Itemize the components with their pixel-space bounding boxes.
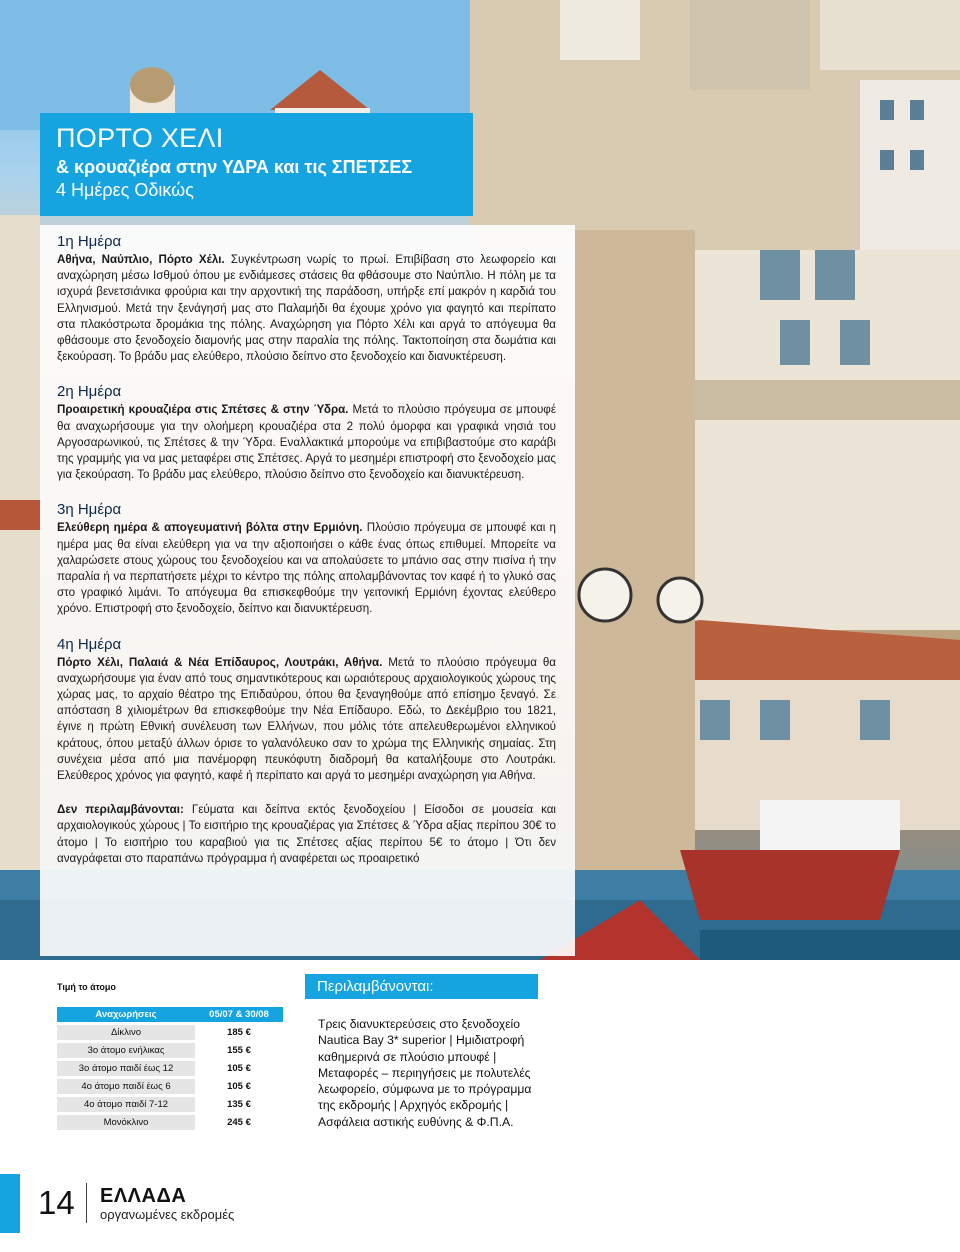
footer-tagline: οργανωμένες εκδρομές xyxy=(100,1207,235,1222)
table-row xyxy=(57,1079,283,1094)
room-type: 4ο άτομο παιδί 7-12 xyxy=(57,1097,195,1112)
price-value: 245 € xyxy=(195,1115,283,1130)
exclusions xyxy=(57,802,556,867)
day-description xyxy=(57,402,556,483)
table-row xyxy=(57,1043,283,1058)
trip-duration: 4 Ημέρες Οδικώς xyxy=(56,180,194,200)
day-title: 2η Ημέρα xyxy=(57,383,122,401)
day-description xyxy=(57,520,556,617)
day-1 xyxy=(57,233,556,365)
day-title: 3η Ημέρα xyxy=(57,501,122,519)
room-type: 3ο άτομο ενήλικας xyxy=(57,1043,195,1058)
day-body: Μετά το πλούσιο πρόγευμα θα αναχωρήσουμε για έναν από τους σημαντικότερους και ωραιότερους αρχαιολογικούς χώρους της χώρας μας, το αρχαίο θέατρο της Επιδαύρου, όπου θα ξεναγηθούμε από επίσημο ξεναγό. Σε απόσταση 8 χιλιομέτρων θα επισκεφθούμε την Νέα Επίδαυρο. Εδώ, το Δεκέμβριο του 1821, έγινε η πρώτη Εθνική συνέλευση των Ελλήνων, που μόλις τότε απελευθερωμένοι ελληνικού κράτους, όπου μεταξύ άλλων όρισε το γαλανόλευκο σαν το χρώμα της Ελληνικής σημαίας. Στη συνέχεια μέσα από μια πανέμορφη πευκόφυτη διαδρομή θα καταλήξουμε στο Λουτράκι. Ελεύθερος χρόνος για φαγητό, καφέ ή περίπατο και αργά το μεσημέρι αναχώρηση για Αθήνα. xyxy=(57,655,556,783)
room-type: 4ο άτομο παιδί έως 6 xyxy=(57,1079,195,1094)
price-caption: Τιμή το άτομο xyxy=(57,982,116,992)
price-value: 155 € xyxy=(195,1043,283,1058)
table-row xyxy=(57,1097,283,1112)
day-3 xyxy=(57,501,556,617)
price-value: 135 € xyxy=(195,1097,283,1112)
table-row xyxy=(57,1115,283,1130)
day-description xyxy=(57,655,556,785)
price-table-header xyxy=(57,1007,283,1022)
day-title: 1η Ημέρα xyxy=(57,233,122,250)
day-2 xyxy=(57,383,556,483)
exclusions-body: Γεύματα και δείπνα εκτός ξενοδοχείου | Είσοδοι σε μουσεία και αρχαιολογικούς χώρους | Το εισιτήριο της κρουαζιέρας για Σπέτσες & Ύδρα αξίας περίπου 30€ το άτομο | Το εισιτήριο του καραβιού για τις Σπέτσες αξίας περίπου 5€ το άτομο | Ότι δεν αναγράφεται στο παραπάνω πρόγραμμα ή αναφέρεται ως προαιρετικό xyxy=(57,803,556,865)
itinerary-panel xyxy=(40,225,575,956)
price-value: 105 € xyxy=(195,1061,283,1076)
day-highlight: Πόρτο Χέλι, Παλαιά & Νέα Επίδαυρος, Λουτράκι, Αθήνα. xyxy=(57,655,383,669)
footer-divider xyxy=(86,1183,87,1223)
room-type: Μονόκλινο xyxy=(57,1115,195,1130)
day-title: 4η Ημέρα xyxy=(57,635,122,653)
room-type: Δίκλινο xyxy=(57,1025,195,1040)
day-4 xyxy=(57,636,556,785)
trip-title: ΠΟΡΤΟ ΧΕΛΙ xyxy=(56,123,224,153)
day-body: Συγκέντρωση νωρίς το πρωί. Επιβίβαση στο λεωφορείο και αναχώρηση μέσω Ισθμού όπου με ενδιάμεσες στάσεις θα φθάσουμε στο Ναύπλιο. Η πόλη με τα ισχυρά βενετσιάνικα φρούρια και την αρχοντική της παράδοση, υπήρξε επί μακρόν η καρδιά του Ελληνισμού. Μετά την ξενάγησή μας στο Παλαμήδι θα έχουμε χρόνο για φαγητό και περίπατο στα πλακόστρωτα δρομάκια της πόλης. Αναχώρηση για Πόρτο Χέλι και αργά το απόγευμα θα φθάσουμε στο ξενοδοχείο διαμονής μας στην παραλία της πόλης. Τακτοποίηση στα δωμάτια και ξεκούραση. Το βράδυ μας ελεύθερο, πλούσιο δείπνο στο ξενοδοχείο και διανυκτέρευση. xyxy=(57,253,556,364)
footer-accent-bar xyxy=(0,1174,20,1233)
inclusions-text: Τρεις διανυκτερεύσεις στο ξενοδοχείο Nautica Bay 3* superior | Ημιδιατροφή καθημερινά σε πλούσιο μπουφέ | Μεταφορές – περιηγήσεις με πολυτελές λεωφορείο, σύμφωνα με το πρόγραμμα της εκδρομής | Αρχηγός εκδρομής | Ασφάλεια αστικής ευθύνης & Φ.Π.Α. xyxy=(318,1017,532,1129)
room-type: 3ο άτομο παιδί έως 12 xyxy=(57,1061,195,1076)
day-body: Μετά το πλούσιο πρόγευμα σε μπουφέ θα αναχωρήσουμε για την ολοήμερη κρουαζιέρα στα 2 πολύ όμορφα και γραφικά νησιά του Αργοσαρωνικού, τις Σπέτσες & την Ύδρα. Εναλλακτικά μπορούμε να επιβιβαστούμε στο καράβι της γραμμής για να μας μεταφέρει στις Σπέτσες. Αργά το μεσημέρι επιστροφή στο ξενοδοχείο μας για ξεκούραση. Το βράδυ μας ελεύθερο, πλούσιο δείπνο στο ξενοδοχείο και διανυκτέρευση. xyxy=(57,403,556,482)
header-cell: Αναχωρήσεις xyxy=(57,1007,195,1022)
header-cell: 05/07 & 30/08 xyxy=(195,1007,283,1022)
table-row xyxy=(57,1025,283,1040)
day-highlight: Αθήνα, Ναύπλιο, Πόρτο Χέλι. xyxy=(57,253,225,266)
table-row xyxy=(57,1061,283,1076)
page-number: 14 xyxy=(38,1184,75,1221)
price-value: 105 € xyxy=(195,1079,283,1094)
day-highlight: Ελεύθερη ημέρα & απογευματινή βόλτα στην Ερμιόνη. xyxy=(57,521,363,535)
price-value: 185 € xyxy=(195,1025,283,1040)
inclusions-heading: Περιλαμβάνονται: xyxy=(305,974,538,999)
price-table xyxy=(57,1004,283,1133)
day-body: Πλούσιο πρόγευμα σε μπουφέ και η ημέρα μας θα είναι ελεύθερη για να την αξιοποιήσει ο κάθε ένας όπως επιθυμεί. Μπορείτε να χαλαρώσετε στους χώρους του ξενοδοχείου και να απολαύσετε το μπάνιο σας στην πισίνα ή την παραλία ή να περπατήσετε μέχρι το κέντρο της πόλης απολαμβάνοντας τον καφέ ή το γλυκό σας στο γραφικό λιμάνι. Το απόγευμα θα επισκεφθούμε την γειτονική Ερμιόνη έχοντας ελεύθερο χρόνο. Επιστροφή στο ξενοδοχείο, δείπνο και διανυκτέρευση. xyxy=(57,521,556,616)
day-highlight: Προαιρετική κρουαζιέρα στις Σπέτσες & στην Ύδρα. xyxy=(57,403,349,417)
exclusions-heading: Δεν περιλαμβάνονται: xyxy=(57,803,184,817)
title-box xyxy=(40,113,473,216)
trip-subtitle: & κρουαζιέρα στην ΥΔΡΑ και τις ΣΠΕΤΣΕΣ xyxy=(56,157,413,177)
day-description xyxy=(57,252,556,365)
footer-country: ΕΛΛΑΔΑ xyxy=(100,1185,187,1207)
